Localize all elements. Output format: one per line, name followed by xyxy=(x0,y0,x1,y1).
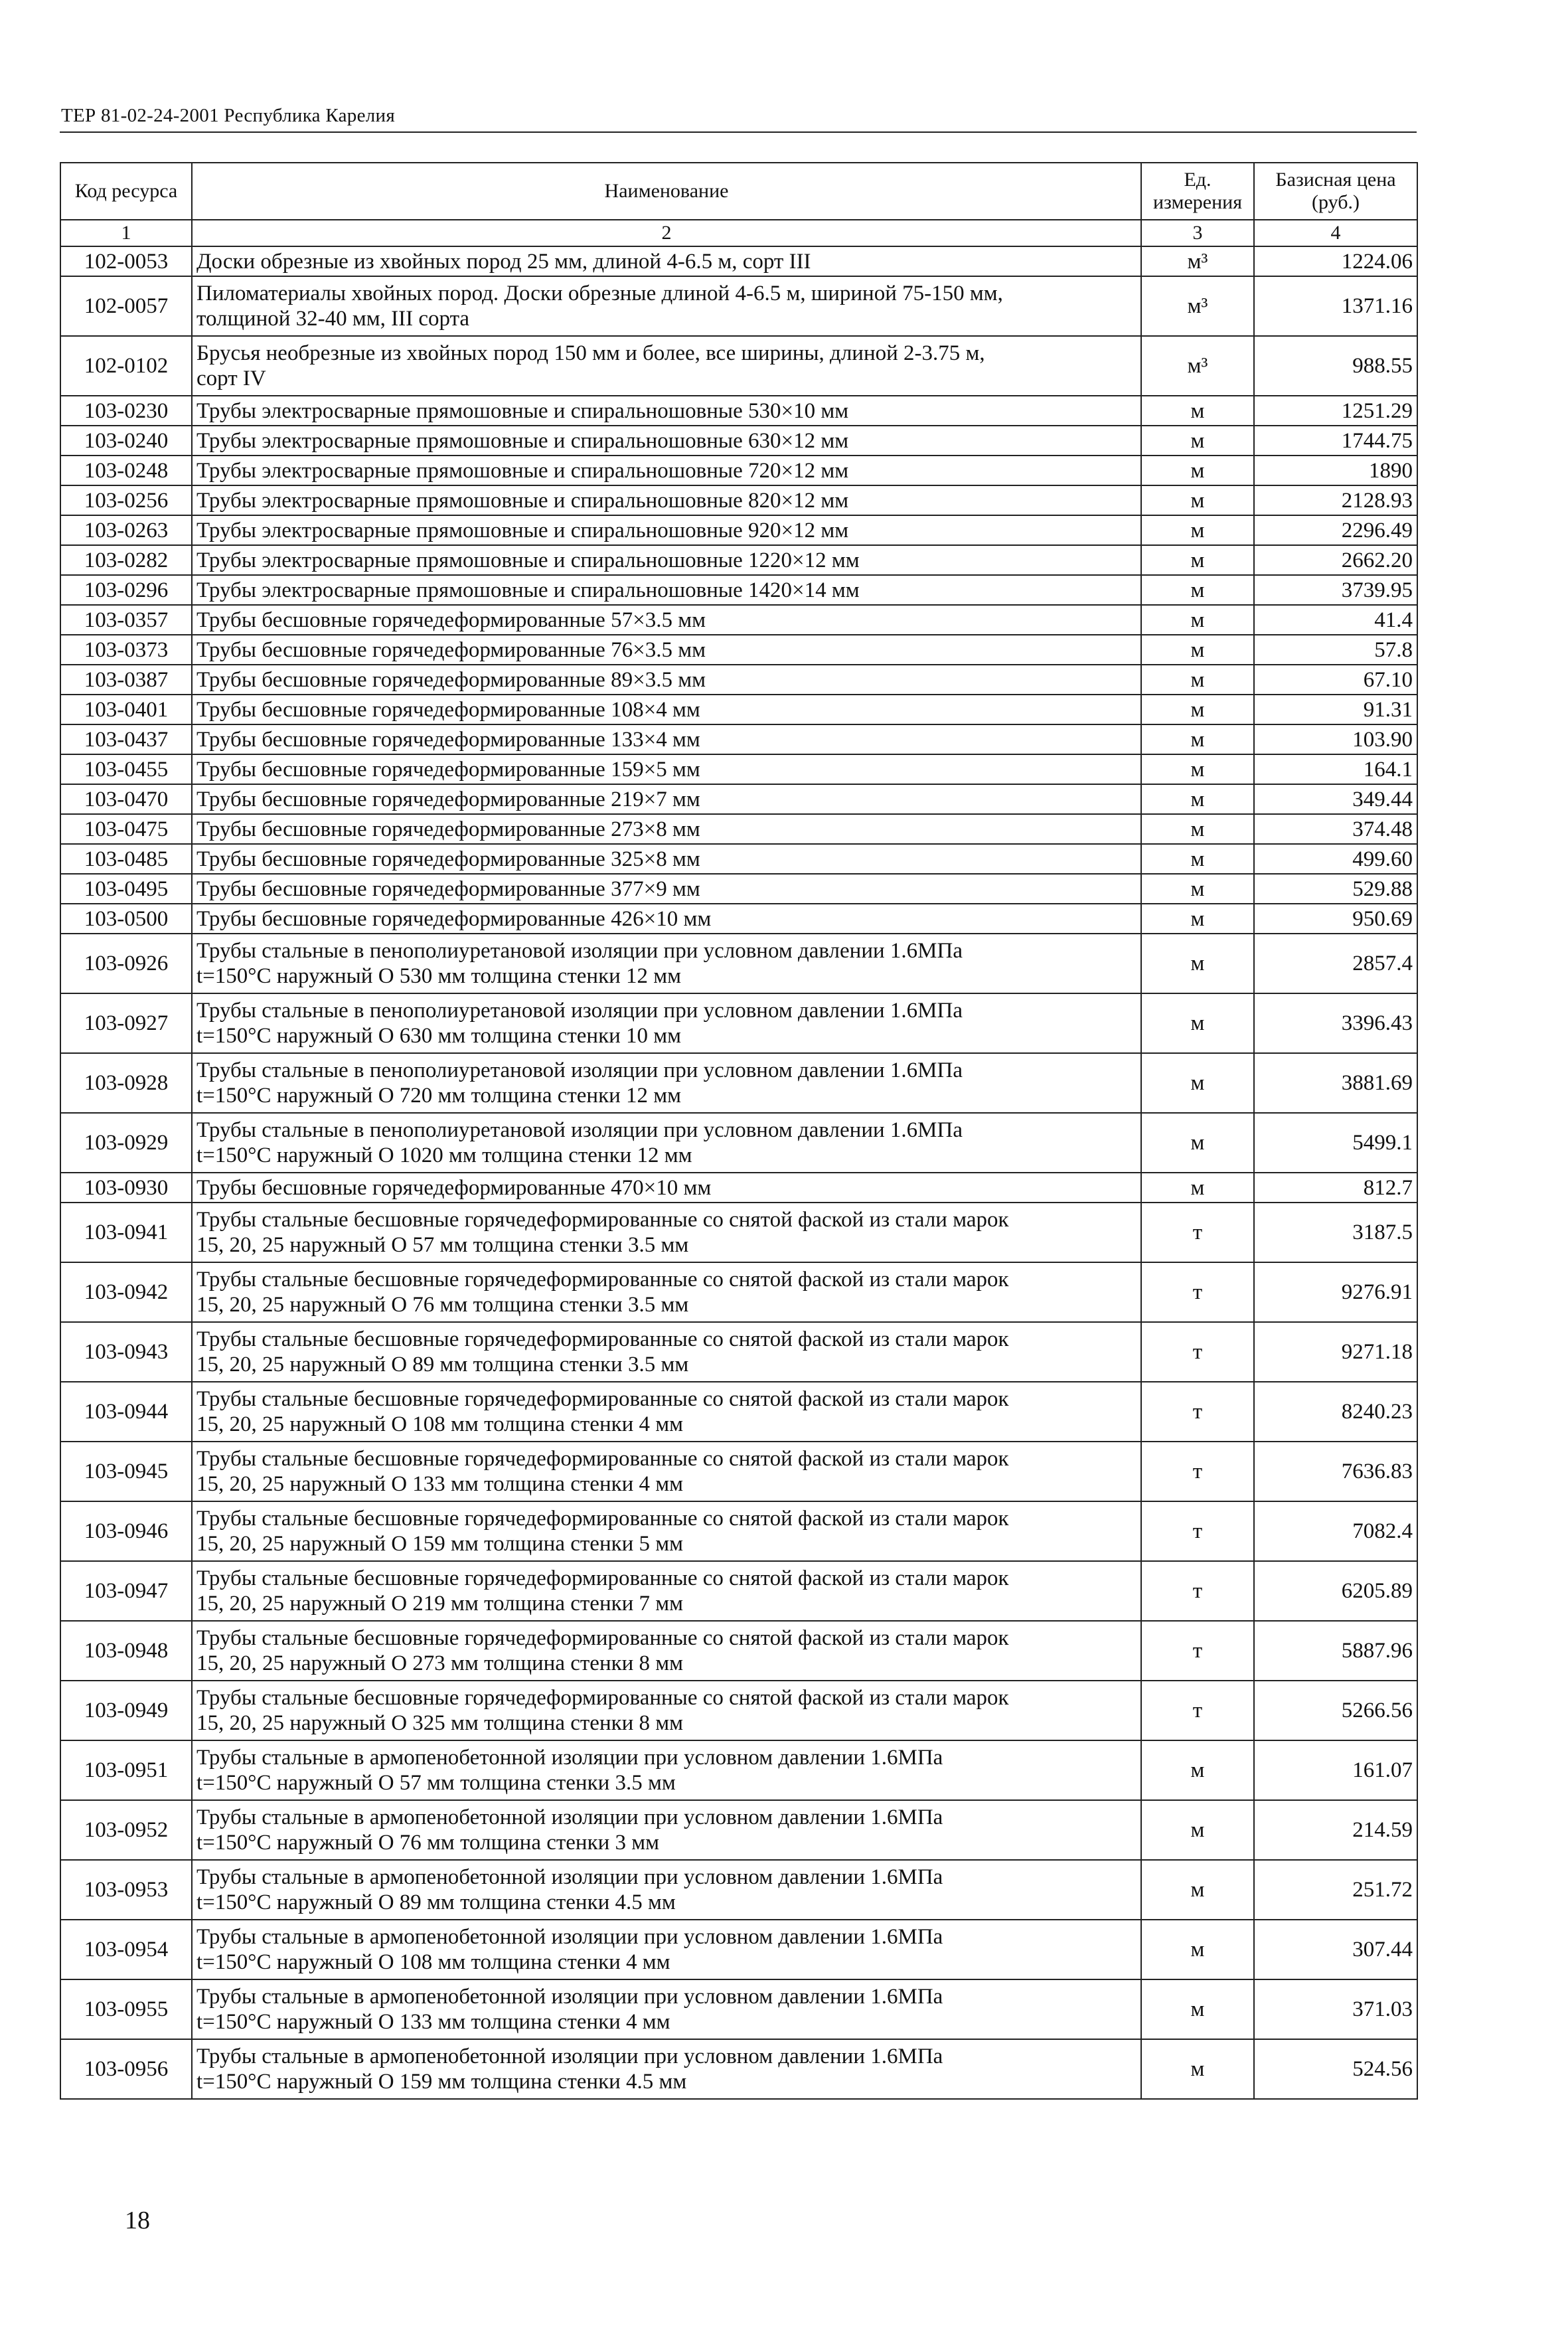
resource-name-line: t=150°С наружный О 133 мм толщина стенки 4 мм xyxy=(196,2010,670,2034)
base-price: 8240.23 xyxy=(1254,1382,1417,1442)
resource-name xyxy=(192,515,1141,545)
resource-code: 103-0230 xyxy=(60,396,192,426)
resource-name-line: Трубы бесшовные горячедеформированные 57×3.5 мм xyxy=(196,608,706,632)
table-row xyxy=(60,635,1417,665)
resource-code: 103-0387 xyxy=(60,665,192,695)
unit-of-measure: м xyxy=(1141,1860,1254,1920)
resource-name-line: Трубы электросварные прямошовные и спиральношовные 720×12 мм xyxy=(196,458,849,483)
resource-name xyxy=(192,1860,1141,1920)
resource-name-line: 15, 20, 25 наружный О 325 мм толщина стенки 8 мм xyxy=(196,1711,684,1735)
unit-of-measure: т xyxy=(1141,1501,1254,1561)
page-number: 18 xyxy=(125,2207,150,2234)
resource-name-line: Трубы бесшовные горячедеформированные 76×3.5 мм xyxy=(196,637,706,662)
column-number-price: 4 xyxy=(1254,220,1417,246)
resource-name xyxy=(192,456,1141,485)
base-price: 7636.83 xyxy=(1254,1442,1417,1501)
resource-name-line: t=150°С наружный О 57 мм толщина стенки 3.5 мм xyxy=(196,1771,676,1795)
resource-code: 102-0057 xyxy=(60,276,192,336)
base-price: 164.1 xyxy=(1254,754,1417,784)
resource-name-line: Трубы стальные бесшовные горячедеформированные со снятой фаской из стали марок xyxy=(196,1387,1009,1411)
resource-name-line: t=150°С наружный О 89 мм толщина стенки 4.5 мм xyxy=(196,1890,676,1914)
resource-name-line: Трубы электросварные прямошовные и спиральношовные 530×10 мм xyxy=(196,398,849,423)
table-row xyxy=(60,456,1417,485)
resource-name-line: t=150°С наружный О 630 мм толщина стенки 10 мм xyxy=(196,1024,682,1048)
resource-code: 103-0240 xyxy=(60,426,192,456)
resource-name-line: Трубы стальные в пенополиуретановой изоляции при условном давлении 1.6МПа xyxy=(196,1058,963,1082)
table-row xyxy=(60,1053,1417,1113)
resource-name-line: Трубы стальные бесшовные горячедеформированные со снятой фаской из стали марок xyxy=(196,1507,1009,1531)
unit-of-measure: м xyxy=(1141,635,1254,665)
unit-of-measure: м xyxy=(1141,724,1254,754)
resource-name-line: Трубы бесшовные горячедеформированные 219×7 мм xyxy=(196,787,700,811)
resource-name xyxy=(192,545,1141,575)
resource-name-line: Трубы стальные в армопенобетонной изоляции при условном давлении 1.6МПа xyxy=(196,1925,943,1949)
resource-name xyxy=(192,993,1141,1053)
resource-name-line: Брусья необрезные из хвойных пород 150 мм и более, все ширины, длиной 2-3.75 м, xyxy=(196,341,985,365)
resource-name xyxy=(192,695,1141,724)
resource-name xyxy=(192,426,1141,456)
base-price: 214.59 xyxy=(1254,1800,1417,1860)
resource-name xyxy=(192,605,1141,635)
resource-name xyxy=(192,754,1141,784)
resource-name xyxy=(192,1203,1141,1262)
resource-name-line: 15, 20, 25 наружный О 89 мм толщина стенки 3.5 мм xyxy=(196,1353,689,1377)
resource-name xyxy=(192,485,1141,515)
base-price: 2662.20 xyxy=(1254,545,1417,575)
unit-of-measure: м xyxy=(1141,1800,1254,1860)
base-price: 5266.56 xyxy=(1254,1681,1417,1740)
table-row xyxy=(60,1262,1417,1322)
table-row xyxy=(60,844,1417,874)
resource-name-line: 15, 20, 25 наружный О 108 мм толщина стенки 4 мм xyxy=(196,1412,684,1436)
base-price: 1890 xyxy=(1254,456,1417,485)
resource-code: 103-0952 xyxy=(60,1800,192,1860)
table-row xyxy=(60,276,1417,336)
base-price: 1224.06 xyxy=(1254,246,1417,276)
resource-code: 103-0927 xyxy=(60,993,192,1053)
base-price: 2128.93 xyxy=(1254,485,1417,515)
base-price: 5499.1 xyxy=(1254,1113,1417,1173)
resource-name xyxy=(192,1800,1141,1860)
resource-code: 103-0944 xyxy=(60,1382,192,1442)
resource-name-line: 15, 20, 25 наружный О 219 мм толщина стенки 7 мм xyxy=(196,1592,684,1616)
table-row xyxy=(60,515,1417,545)
table-row xyxy=(60,1561,1417,1621)
table-row xyxy=(60,1740,1417,1800)
resource-name-line: Трубы бесшовные горячедеформированные 108×4 мм xyxy=(196,697,700,722)
resource-name xyxy=(192,784,1141,814)
unit-of-measure: м xyxy=(1141,993,1254,1053)
column-number-unit: 3 xyxy=(1141,220,1254,246)
resource-price-table xyxy=(60,162,1418,2100)
resource-name xyxy=(192,1621,1141,1681)
resource-name-line: t=150°С наружный О 76 мм толщина стенки 3 мм xyxy=(196,1831,660,1855)
resource-code: 103-0949 xyxy=(60,1681,192,1740)
resource-name-line: t=150°С наружный О 530 мм толщина стенки 12 мм xyxy=(196,964,682,988)
resource-name-line: Трубы электросварные прямошовные и спиральношовные 920×12 мм xyxy=(196,518,849,543)
unit-of-measure: м xyxy=(1141,515,1254,545)
resource-code: 103-0485 xyxy=(60,844,192,874)
resource-name-line: Трубы стальные в армопенобетонной изоляции при условном давлении 1.6МПа xyxy=(196,1805,943,1829)
unit-of-measure: м³ xyxy=(1141,336,1254,396)
table-header-row xyxy=(60,163,1417,220)
resource-name-line: Трубы бесшовные горячедеформированные 426×10 мм xyxy=(196,906,712,931)
resource-name-line: 15, 20, 25 наружный О 159 мм толщина стенки 5 мм xyxy=(196,1532,684,1556)
resource-name-line: Трубы стальные бесшовные горячедеформированные со снятой фаской из стали марок xyxy=(196,1626,1009,1650)
resource-code: 103-0470 xyxy=(60,784,192,814)
base-price: 2296.49 xyxy=(1254,515,1417,545)
base-price: 57.8 xyxy=(1254,635,1417,665)
unit-of-measure: м xyxy=(1141,545,1254,575)
resource-code: 103-0263 xyxy=(60,515,192,545)
unit-of-measure: т xyxy=(1141,1681,1254,1740)
table-row xyxy=(60,724,1417,754)
resource-name xyxy=(192,1113,1141,1173)
unit-of-measure: м xyxy=(1141,575,1254,605)
table-row xyxy=(60,1322,1417,1382)
base-price: 9271.18 xyxy=(1254,1322,1417,1382)
table-row xyxy=(60,485,1417,515)
resource-name xyxy=(192,1442,1141,1501)
resource-code: 103-0373 xyxy=(60,635,192,665)
resource-name-line: Трубы электросварные прямошовные и спиральношовные 1420×14 мм xyxy=(196,578,860,602)
unit-of-measure: м xyxy=(1141,396,1254,426)
table-row xyxy=(60,1920,1417,1979)
resource-name-line: Трубы бесшовные горячедеформированные 159×5 мм xyxy=(196,757,700,782)
unit-of-measure: т xyxy=(1141,1322,1254,1382)
resource-name-line: 15, 20, 25 наружный О 76 мм толщина стенки 3.5 мм xyxy=(196,1293,689,1317)
unit-of-measure: м³ xyxy=(1141,276,1254,336)
resource-code: 103-0942 xyxy=(60,1262,192,1322)
resource-code: 103-0946 xyxy=(60,1501,192,1561)
base-price: 67.10 xyxy=(1254,665,1417,695)
resource-code: 103-0926 xyxy=(60,934,192,993)
unit-of-measure: м xyxy=(1141,814,1254,844)
unit-of-measure: м xyxy=(1141,844,1254,874)
resource-code: 103-0930 xyxy=(60,1173,192,1203)
resource-name-line: Трубы стальные бесшовные горячедеформированные со снятой фаской из стали марок xyxy=(196,1566,1009,1590)
resource-name-line: сорт IV xyxy=(196,367,266,390)
unit-of-measure: т xyxy=(1141,1621,1254,1681)
resource-name xyxy=(192,246,1141,276)
base-price: 6205.89 xyxy=(1254,1561,1417,1621)
column-header-unit: Ед. измерения xyxy=(1141,163,1254,220)
table-row xyxy=(60,1681,1417,1740)
unit-of-measure: м xyxy=(1141,784,1254,814)
base-price: 103.90 xyxy=(1254,724,1417,754)
table-row xyxy=(60,934,1417,993)
resource-code: 103-0401 xyxy=(60,695,192,724)
resource-code: 103-0951 xyxy=(60,1740,192,1800)
resource-name-line: t=150°С наружный О 159 мм толщина стенки 4.5 мм xyxy=(196,2070,687,2094)
base-price: 7082.4 xyxy=(1254,1501,1417,1561)
resource-code: 103-0945 xyxy=(60,1442,192,1501)
unit-of-measure: м xyxy=(1141,1920,1254,1979)
base-price: 5887.96 xyxy=(1254,1621,1417,1681)
resource-name-line: Трубы стальные в армопенобетонной изоляции при условном давлении 1.6МПа xyxy=(196,2045,943,2068)
resource-name-line: Трубы стальные в армопенобетонной изоляции при условном давлении 1.6МПа xyxy=(196,1865,943,1889)
resource-name-line: t=150°С наружный О 720 мм толщина стенки 12 мм xyxy=(196,1084,682,1108)
column-number-name: 2 xyxy=(192,220,1141,246)
resource-code: 103-0956 xyxy=(60,2039,192,2099)
resource-name-line: Трубы бесшовные горячедеформированные 377×9 мм xyxy=(196,877,700,901)
table-row xyxy=(60,784,1417,814)
unit-of-measure: м xyxy=(1141,1053,1254,1113)
resource-code: 103-0357 xyxy=(60,605,192,635)
resource-name xyxy=(192,1173,1141,1203)
resource-code: 103-0282 xyxy=(60,545,192,575)
resource-name xyxy=(192,1053,1141,1113)
unit-of-measure: м xyxy=(1141,426,1254,456)
table-row xyxy=(60,545,1417,575)
resource-name-line: Трубы электросварные прямошовные и спиральношовные 630×12 мм xyxy=(196,428,849,453)
resource-name-line: Трубы стальные в пенополиуретановой изоляции при условном давлении 1.6МПа xyxy=(196,939,963,963)
table-row xyxy=(60,814,1417,844)
resource-name xyxy=(192,1920,1141,1979)
resource-name-line: Трубы стальные бесшовные горячедеформированные со снятой фаской из стали марок xyxy=(196,1686,1009,1710)
unit-of-measure: м³ xyxy=(1141,246,1254,276)
unit-of-measure: м xyxy=(1141,695,1254,724)
resource-name-line: Трубы бесшовные горячедеформированные 133×4 мм xyxy=(196,727,700,752)
resource-name-line: Трубы стальные в армопенобетонной изоляции при условном давлении 1.6МПа xyxy=(196,1746,943,1770)
resource-name xyxy=(192,1382,1141,1442)
table-row xyxy=(60,1113,1417,1173)
table-row xyxy=(60,1501,1417,1561)
unit-of-measure: м xyxy=(1141,456,1254,485)
table-row xyxy=(60,754,1417,784)
table-row xyxy=(60,1173,1417,1203)
resource-code: 103-0947 xyxy=(60,1561,192,1621)
column-header-name: Наименование xyxy=(192,163,1141,220)
table-row xyxy=(60,904,1417,934)
resource-name xyxy=(192,844,1141,874)
resource-name-line: Трубы стальные в армопенобетонной изоляции при условном давлении 1.6МПа xyxy=(196,1985,943,2009)
table-row xyxy=(60,1203,1417,1262)
base-price: 2857.4 xyxy=(1254,934,1417,993)
resource-name-line: Трубы стальные в пенополиуретановой изоляции при условном давлении 1.6МПа xyxy=(196,1118,963,1142)
resource-name xyxy=(192,874,1141,904)
base-price: 1744.75 xyxy=(1254,426,1417,456)
resource-name-line: Трубы бесшовные горячедеформированные 273×8 мм xyxy=(196,817,700,841)
resource-name-line: 15, 20, 25 наружный О 57 мм толщина стенки 3.5 мм xyxy=(196,1233,689,1257)
resource-name xyxy=(192,814,1141,844)
table-row xyxy=(60,575,1417,605)
unit-of-measure: м xyxy=(1141,874,1254,904)
table-row xyxy=(60,396,1417,426)
table-row xyxy=(60,665,1417,695)
resource-name-line: Трубы электросварные прямошовные и спиральношовные 820×12 мм xyxy=(196,488,849,513)
resource-name-line: Пиломатериалы хвойных пород. Доски обрезные длиной 4-6.5 м, шириной 75-150 мм, xyxy=(196,282,1003,305)
table-row xyxy=(60,1442,1417,1501)
resource-code: 103-0948 xyxy=(60,1621,192,1681)
column-header-code: Код ресурса xyxy=(60,163,192,220)
unit-of-measure: т xyxy=(1141,1382,1254,1442)
resource-name-line: Трубы стальные бесшовные горячедеформированные со снятой фаской из стали марок xyxy=(196,1327,1009,1351)
resource-code: 102-0053 xyxy=(60,246,192,276)
base-price: 3881.69 xyxy=(1254,1053,1417,1113)
table-row xyxy=(60,426,1417,456)
resource-name-line: Трубы стальные бесшовные горячедеформированные со снятой фаской из стали марок xyxy=(196,1268,1009,1292)
unit-of-measure: м xyxy=(1141,665,1254,695)
unit-of-measure: м xyxy=(1141,1173,1254,1203)
unit-of-measure: т xyxy=(1141,1262,1254,1322)
resource-name-line: Трубы стальные бесшовные горячедеформированные со снятой фаской из стали марок xyxy=(196,1447,1009,1471)
base-price: 374.48 xyxy=(1254,814,1417,844)
unit-of-measure: м xyxy=(1141,934,1254,993)
base-price: 3396.43 xyxy=(1254,993,1417,1053)
resource-code: 103-0248 xyxy=(60,456,192,485)
resource-code: 103-0953 xyxy=(60,1860,192,1920)
unit-of-measure: м xyxy=(1141,1113,1254,1173)
unit-of-measure: м xyxy=(1141,1740,1254,1800)
resource-name-line: Трубы бесшовные горячедеформированные 89×3.5 мм xyxy=(196,667,706,692)
table-row xyxy=(60,993,1417,1053)
resource-name-line: Трубы стальные в пенополиуретановой изоляции при условном давлении 1.6МПа xyxy=(196,999,963,1023)
base-price: 3187.5 xyxy=(1254,1203,1417,1262)
resource-name xyxy=(192,1561,1141,1621)
resource-name-line: t=150°С наружный О 1020 мм толщина стенки 12 мм xyxy=(196,1143,692,1167)
resource-code: 103-0943 xyxy=(60,1322,192,1382)
unit-of-measure: т xyxy=(1141,1561,1254,1621)
resource-name xyxy=(192,1979,1141,2039)
resource-code: 103-0954 xyxy=(60,1920,192,1979)
resource-name xyxy=(192,665,1141,695)
resource-name-line: Трубы бесшовные горячедеформированные 325×8 мм xyxy=(196,847,700,871)
resource-code: 103-0495 xyxy=(60,874,192,904)
resource-name xyxy=(192,2039,1141,2099)
unit-of-measure: м xyxy=(1141,904,1254,934)
resource-name-line: Доски обрезные из хвойных пород 25 мм, длиной 4-6.5 м, сорт III xyxy=(196,249,811,274)
unit-of-measure: т xyxy=(1141,1442,1254,1501)
resource-name-line: Трубы стальные бесшовные горячедеформированные со снятой фаской из стали марок xyxy=(196,1208,1009,1232)
table-column-number-row xyxy=(60,220,1417,246)
base-price: 371.03 xyxy=(1254,1979,1417,2039)
resource-name xyxy=(192,1501,1141,1561)
base-price: 41.4 xyxy=(1254,605,1417,635)
resource-code: 103-0475 xyxy=(60,814,192,844)
resource-name xyxy=(192,1262,1141,1322)
resource-name xyxy=(192,396,1141,426)
base-price: 529.88 xyxy=(1254,874,1417,904)
table-row xyxy=(60,1979,1417,2039)
unit-of-measure: т xyxy=(1141,1203,1254,1262)
base-price: 499.60 xyxy=(1254,844,1417,874)
column-number-code: 1 xyxy=(60,220,192,246)
resource-code: 103-0256 xyxy=(60,485,192,515)
resource-code: 103-0941 xyxy=(60,1203,192,1262)
resource-name xyxy=(192,336,1141,396)
resource-name xyxy=(192,1322,1141,1382)
resource-name xyxy=(192,724,1141,754)
unit-of-measure: м xyxy=(1141,1979,1254,2039)
unit-of-measure: м xyxy=(1141,2039,1254,2099)
resource-code: 102-0102 xyxy=(60,336,192,396)
resource-code: 103-0437 xyxy=(60,724,192,754)
unit-of-measure: м xyxy=(1141,485,1254,515)
resource-code: 103-0955 xyxy=(60,1979,192,2039)
table-row xyxy=(60,1621,1417,1681)
resource-code: 103-0296 xyxy=(60,575,192,605)
table-row xyxy=(60,246,1417,276)
resource-code: 103-0455 xyxy=(60,754,192,784)
resource-code: 103-0929 xyxy=(60,1113,192,1173)
resource-name xyxy=(192,575,1141,605)
table-row xyxy=(60,1860,1417,1920)
base-price: 9276.91 xyxy=(1254,1262,1417,1322)
base-price: 91.31 xyxy=(1254,695,1417,724)
table-body xyxy=(60,246,1417,2099)
base-price: 349.44 xyxy=(1254,784,1417,814)
resource-name-line: t=150°С наружный О 108 мм толщина стенки 4 мм xyxy=(196,1950,670,1974)
resource-name xyxy=(192,1740,1141,1800)
base-price: 307.44 xyxy=(1254,1920,1417,1979)
table-row xyxy=(60,2039,1417,2099)
resource-name xyxy=(192,276,1141,336)
table-row xyxy=(60,695,1417,724)
base-price: 3739.95 xyxy=(1254,575,1417,605)
unit-of-measure: м xyxy=(1141,754,1254,784)
resource-name xyxy=(192,1681,1141,1740)
resource-code: 103-0928 xyxy=(60,1053,192,1113)
resource-name xyxy=(192,904,1141,934)
base-price: 988.55 xyxy=(1254,336,1417,396)
unit-of-measure: м xyxy=(1141,605,1254,635)
resource-name xyxy=(192,934,1141,993)
document-header-title: ТЕР 81-02-24-2001 Республика Карелия xyxy=(61,105,396,126)
base-price: 161.07 xyxy=(1254,1740,1417,1800)
base-price: 812.7 xyxy=(1254,1173,1417,1203)
resource-name xyxy=(192,635,1141,665)
resource-name-line: Трубы электросварные прямошовные и спиральношовные 1220×12 мм xyxy=(196,548,860,572)
column-header-price: Базисная цена (руб.) xyxy=(1254,163,1417,220)
base-price: 1251.29 xyxy=(1254,396,1417,426)
resource-name-line: толщиной 32-40 мм, III сорта xyxy=(196,307,470,331)
resource-name-line: 15, 20, 25 наружный О 273 мм толщина стенки 8 мм xyxy=(196,1651,684,1675)
base-price: 524.56 xyxy=(1254,2039,1417,2099)
resource-name-line: 15, 20, 25 наружный О 133 мм толщина стенки 4 мм xyxy=(196,1472,684,1496)
table-row xyxy=(60,1382,1417,1442)
table-row xyxy=(60,1800,1417,1860)
resource-code: 103-0500 xyxy=(60,904,192,934)
header-rule xyxy=(60,131,1417,133)
resource-name-line: Трубы бесшовные горячедеформированные 470×10 мм xyxy=(196,1175,712,1200)
table-row xyxy=(60,874,1417,904)
base-price: 950.69 xyxy=(1254,904,1417,934)
table-row xyxy=(60,605,1417,635)
table-row xyxy=(60,336,1417,396)
base-price: 251.72 xyxy=(1254,1860,1417,1920)
base-price: 1371.16 xyxy=(1254,276,1417,336)
